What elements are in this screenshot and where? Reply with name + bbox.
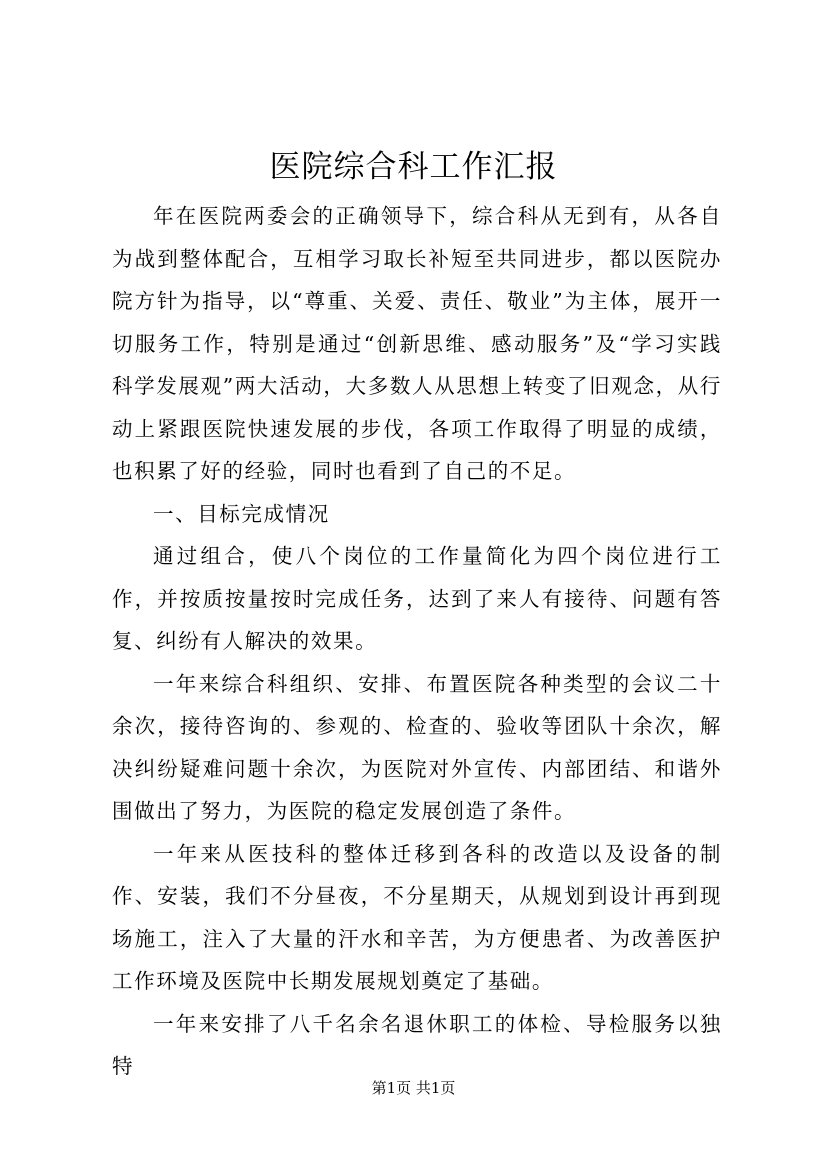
- document-title: 医院综合科工作汇报: [269, 149, 558, 185]
- paragraph-intro: 年在医院两委会的正确领导下，综合科从无到有，从各自为战到整体配合，互相学习取长补短至共同进步，都以医院办院方针为指导，以“尊重、关爱、责任、敬业”为主体，展开一切服务工作，特别是通过“创新思维、感动服务”及“学习实践科学发展观”两大活动，大多数人从思想上转变了旧观念，从行动上紧跟医院快速发展的步伐，各项工作取得了明显的成绩，也积累了好的经验，同时也看到了自己的不足。: [112, 204, 722, 483]
- paragraph-goals: 通过组合，使八个岗位的工作量简化为四个岗位进行工作，并按质按量按时完成任务，达到了来人有接待、问题有答复、纠纷有人解决的效果。: [112, 544, 722, 653]
- page-number-footer: 第1页 共1页: [371, 1079, 456, 1097]
- paragraph-meetings: 一年来综合科组织、安排、布置医院各种类型的会议二十余次，接待咨询的、参观的、检查的、验收等团队十余次，解决纠纷疑难问题十余次，为医院对外宣传、内部团结、和谐外围做出了努力，为医院的稳定发展创造了条件。: [112, 671, 722, 823]
- paragraph-relocation: 一年来从医技科的整体迁移到各科的改造以及设备的制作、安装，我们不分昼夜，不分星期天，从规划到设计再到现场施工，注入了大量的汗水和辛苦，为方便患者、为改善医护工作环境及医院中长期发展规划奠定了基础。: [112, 841, 722, 993]
- section-heading-goals: 一、目标完成情况: [153, 501, 330, 526]
- document-body: [112, 195, 722, 1088]
- paragraph-checkups: 一年来安排了八千名余名退休职工的体检、导检服务以独特: [112, 1011, 722, 1078]
